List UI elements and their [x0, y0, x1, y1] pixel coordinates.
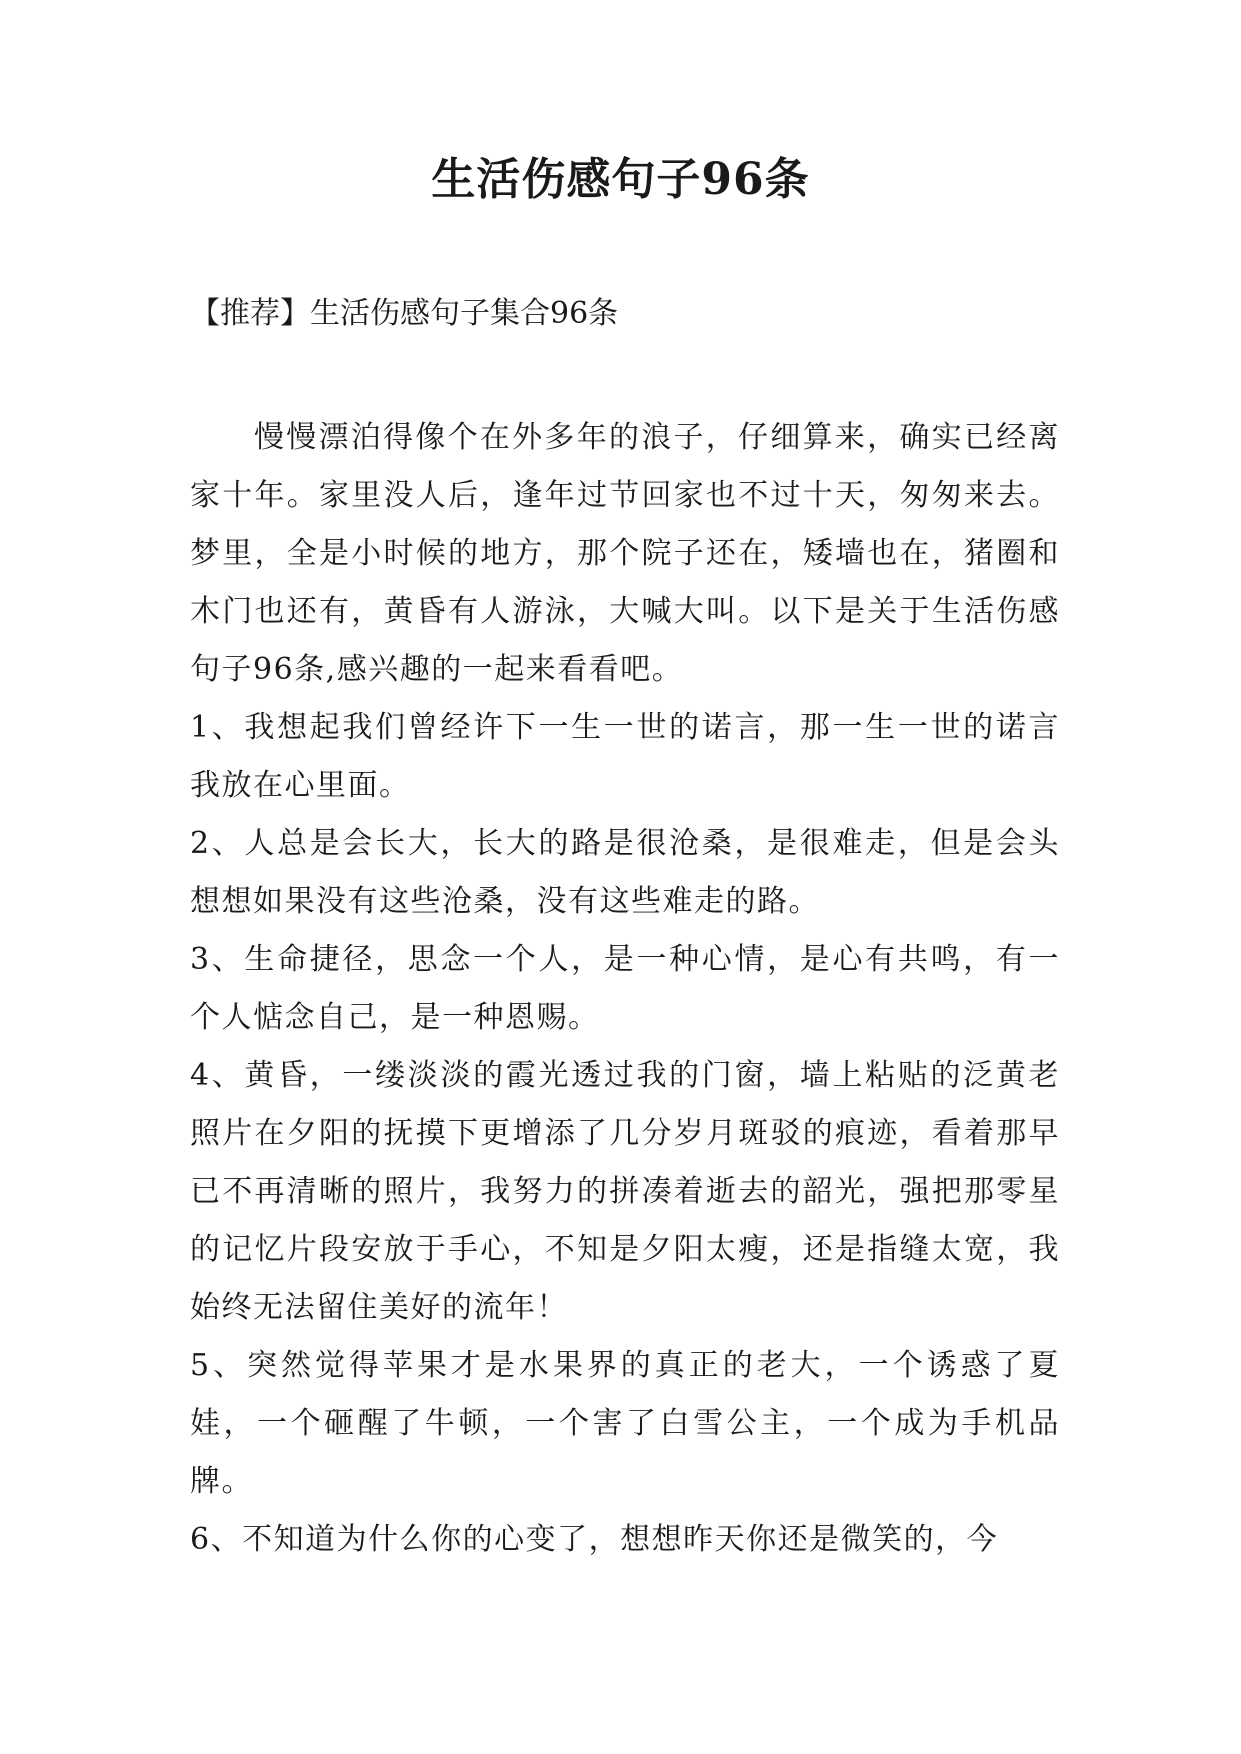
list-item: 6、不知道为什么你的心变了，想想昨天你还是微笑的，今 — [190, 1522, 999, 1557]
list-item: 2、人总是会长大，长大的路是很沧桑，是很难走，但是会头想想如果没有这些沧桑，没有这些难走的路。 — [190, 826, 1060, 919]
document-body — [190, 409, 1060, 1569]
list-item: 3、生命捷径，思念一个人，是一种心情，是心有共鸣，有一个人惦念自己，是一种恩赐。 — [190, 942, 1060, 1035]
list-item: 5、突然觉得苹果才是水果界的真正的老大，一个诱惑了夏娃，一个砸醒了牛顿，一个害了白雪公主，一个成为手机品牌。 — [190, 1348, 1060, 1499]
list-item: 1、我想起我们曾经许下一生一世的诺言，那一生一世的诺言我放在心里面。 — [190, 710, 1060, 803]
list-item: 4、黄昏，一缕淡淡的霞光透过我的门窗，墙上粘贴的泛黄老照片在夕阳的抚摸下更增添了几分岁月斑驳的痕迹，看着那早已不再清晰的照片，我努力的拼凑着逝去的韶光，强把那零星的记忆片段安放于手心，不知是夕阳太瘦，还是指缝太宽，我始终无法留住美好的流年！ — [190, 1058, 1060, 1325]
document-title: 生活伤感句子96条 — [431, 154, 810, 205]
document-subtitle: 【推荐】生活伤感句子集合96条 — [190, 296, 619, 331]
intro-paragraph: 慢慢漂泊得像个在外多年的浪子，仔细算来，确实已经离家十年。家里没人后，逢年过节回家也不过十天，匆匆来去。梦里，全是小时候的地方，那个院子还在，矮墙也在，猪圈和木门也还有，黄昏有人游泳，大喊大叫。以下是关于生活伤感句子96条,感兴趣的一起来看看吧。 — [190, 420, 1060, 687]
